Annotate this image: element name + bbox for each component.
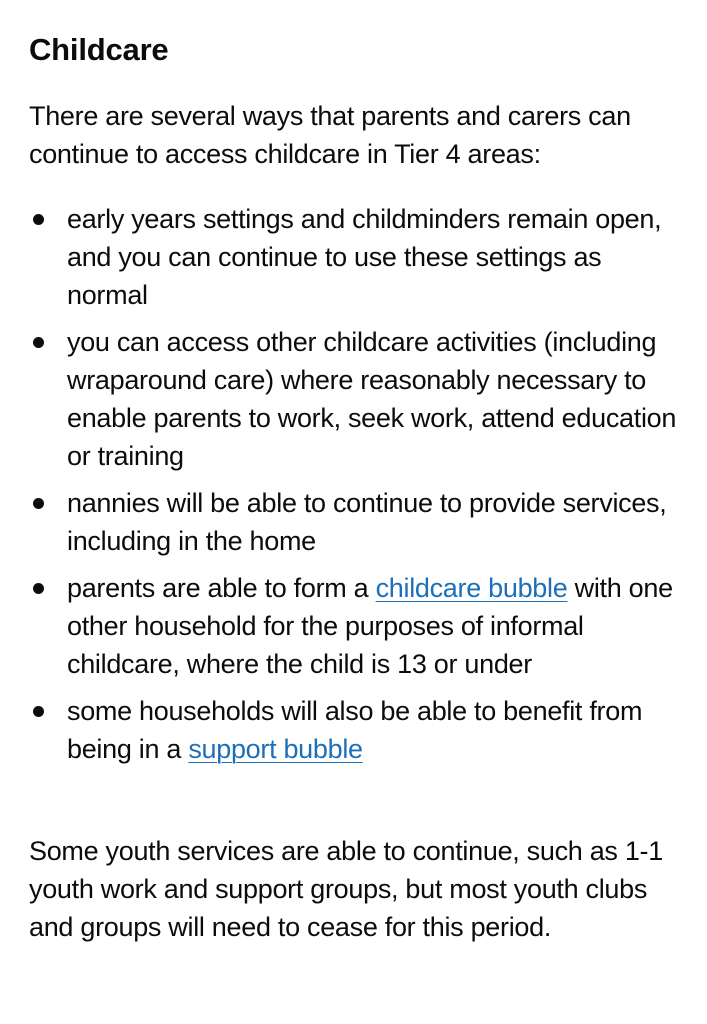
list-item-text: early years settings and childminders remain open, and you can continue to use these settings as normal [67, 204, 662, 310]
list-item [29, 484, 687, 560]
bullet-icon [33, 337, 44, 348]
list-item-text-before: some households will also be able to benefit from being in a [67, 696, 643, 764]
bullet-icon [33, 498, 44, 509]
intro-paragraph: There are several ways that parents and carers can continue to access childcare in Tier 4 areas: [29, 101, 631, 169]
list-item-text: nannies will be able to continue to provide services, including in the home [67, 488, 667, 556]
list-item-text-after: with one other household for the purposes of informal childcare, where the child is 13 or under [67, 573, 673, 679]
support-bubble-link[interactable]: support bubble [188, 734, 363, 764]
youth-services-paragraph: Some youth services are able to continue, such as 1-1 youth work and support groups, but most youth clubs and groups will need to cease for this period. [29, 836, 663, 942]
list-item [29, 692, 687, 768]
childcare-options-list [29, 200, 687, 777]
bullet-icon [33, 214, 44, 225]
childcare-bubble-link[interactable]: childcare bubble [375, 573, 568, 603]
section-heading: Childcare [29, 32, 169, 67]
list-item [29, 323, 687, 475]
bullet-icon [33, 583, 44, 594]
list-item [29, 200, 687, 314]
bullet-icon [33, 706, 44, 717]
list-item-text-before: parents are able to form a [67, 573, 376, 603]
list-item [29, 569, 687, 683]
list-item-text: you can access other childcare activities (including wraparound care) where reasonably necessary to enable parents to work, seek work, attend education or training [67, 327, 677, 471]
